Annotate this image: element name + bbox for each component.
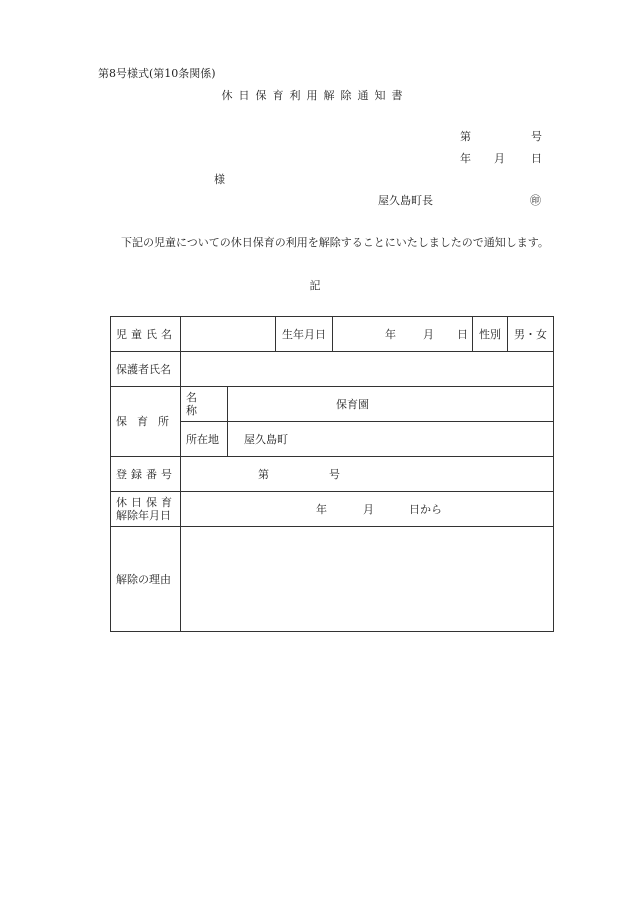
release-date-label-line2: 解除年月日 xyxy=(116,509,171,522)
location-field[interactable] xyxy=(228,422,554,457)
release-month-label: 月 xyxy=(363,502,374,516)
nursery-name-suffix: 保育園 xyxy=(336,397,369,411)
row-guardian xyxy=(111,352,554,387)
release-year-label: 年 xyxy=(316,502,327,516)
date-day-label: 日 xyxy=(531,152,542,165)
birth-day-label: 日 xyxy=(457,327,468,341)
registration-go: 号 xyxy=(329,467,340,481)
guardian-name-label: 保護者氏名 xyxy=(111,352,181,387)
release-day-label: 日から xyxy=(409,502,442,516)
issuer-name: 屋久島町長 xyxy=(378,194,433,207)
guardian-name-field[interactable] xyxy=(181,352,554,387)
gender-options[interactable]: 男・女 xyxy=(508,317,554,352)
row-registration xyxy=(111,457,554,492)
form-number: 第8号様式(第10条関係) xyxy=(98,67,216,80)
location-value: 屋久島町 xyxy=(244,432,288,446)
registration-dai: 第 xyxy=(258,467,269,481)
child-name-field[interactable] xyxy=(181,317,276,352)
birth-date-label: 生年月日 xyxy=(276,317,333,352)
doc-number-dai: 第 xyxy=(460,130,471,143)
child-name-label: 児童氏名 xyxy=(111,317,181,352)
date-year-label: 年 xyxy=(460,152,471,165)
release-reason-field[interactable] xyxy=(181,527,554,632)
ki-heading: 記 xyxy=(309,279,321,292)
nursery-name-label: 名称 xyxy=(181,387,228,422)
row-child xyxy=(111,317,554,352)
addressee-honorific: 様 xyxy=(214,173,225,186)
release-reason-label: 解除の理由 xyxy=(111,527,181,632)
date-month-label: 月 xyxy=(494,152,505,165)
birth-date-field[interactable] xyxy=(333,317,473,352)
row-release-date xyxy=(111,492,554,527)
registration-number-field[interactable] xyxy=(181,457,554,492)
location-label: 所在地 xyxy=(181,422,228,457)
birth-year-label: 年 xyxy=(385,327,396,341)
release-date-label xyxy=(111,492,181,527)
nursery-label: 保育所 xyxy=(111,387,181,457)
row-nursery-name xyxy=(111,387,554,422)
release-notice-table xyxy=(110,316,554,632)
registration-number-label: 登録番号 xyxy=(111,457,181,492)
row-reason xyxy=(111,527,554,632)
release-date-field[interactable] xyxy=(181,492,554,527)
document-title: 休日保育利用解除通知書 xyxy=(221,89,409,102)
issuer-seal-mark: ㊞ xyxy=(530,194,541,207)
notice-body-text: 下記の児童についての休日保育の利用を解除することにいたしましたので通知します。 xyxy=(121,236,549,249)
gender-label: 性別 xyxy=(473,317,508,352)
nursery-name-field[interactable] xyxy=(228,387,554,422)
birth-month-label: 月 xyxy=(423,327,434,341)
doc-number-go: 号 xyxy=(531,130,542,143)
release-date-label-line1: 休日保育 xyxy=(116,496,176,509)
